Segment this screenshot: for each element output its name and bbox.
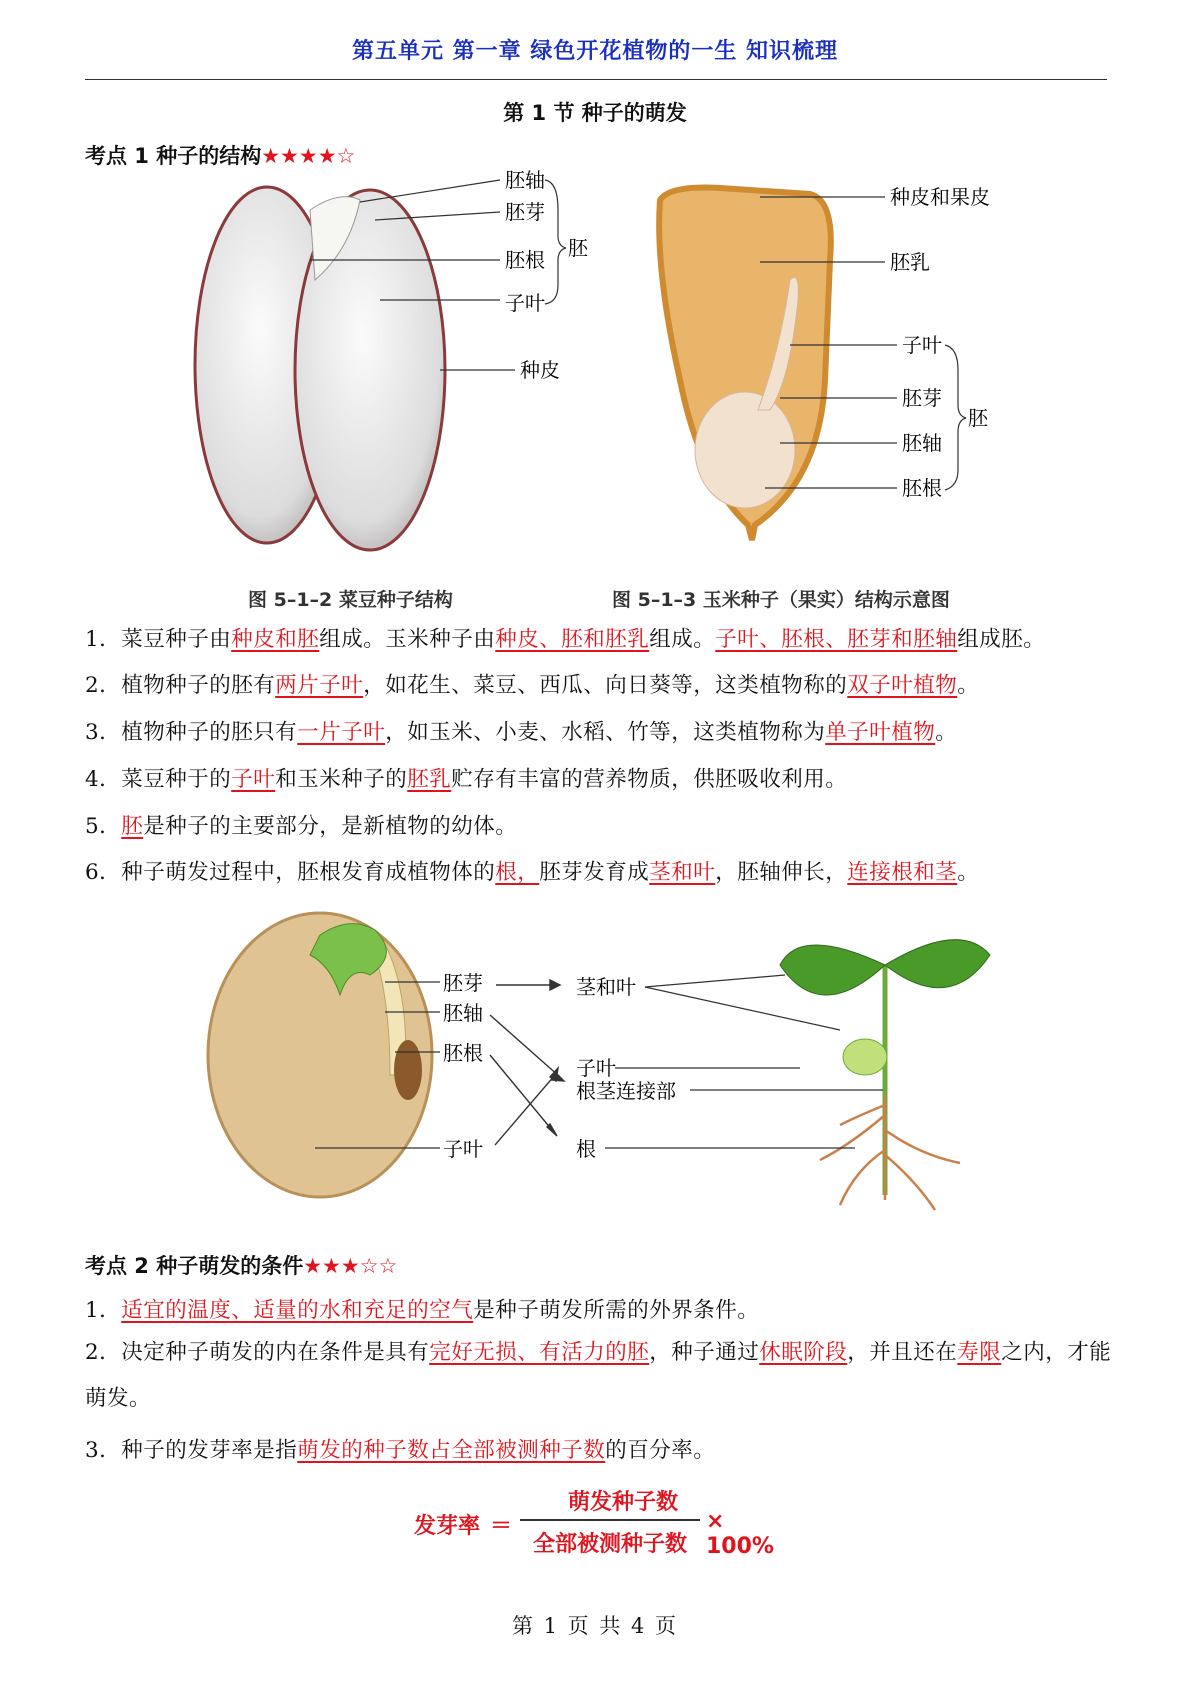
point-1-3: 3．植物种子的胚只有一片子叶，如玉米、小麦、水稻、竹等，这类植物称为单子叶植物。 xyxy=(85,720,958,745)
seedling-leaf-left xyxy=(780,945,885,995)
seedling-leaf-right xyxy=(885,940,990,988)
corn-label-radicle: 胚根 xyxy=(902,476,942,500)
germination-rate-formula xyxy=(410,1485,790,1575)
point-2-2: 2．决定种子萌发的内在条件是具有完好无损、有活力的胚，种子通过休眠阶段，并且还在寿限之内，才能萌发。 xyxy=(85,1340,1112,1411)
dev-label-root: 根 xyxy=(576,1137,596,1161)
corn-seed-figure xyxy=(640,180,1030,560)
bean-label-radicle: 胚根 xyxy=(505,248,545,272)
dev-label-radicle: 胚根 xyxy=(443,1041,483,1065)
bean-figure-caption: 图 5–1–2 菜豆种子结构 xyxy=(248,589,453,611)
corn-label-embryo: 胚 xyxy=(968,406,988,430)
dev-label-stem-leaf: 茎和叶 xyxy=(576,975,636,999)
point-1-1: 1．菜豆种子由种皮和胚组成。玉米种子由种皮、胚和胚乳组成。子叶、胚根、胚芽和胚轴组成胚。 xyxy=(85,627,1046,652)
formula-equals: ＝ xyxy=(490,1514,513,1539)
seedling-cotyledon xyxy=(843,1039,887,1075)
point-1-6: 6．种子萌发过程中，胚根发育成植物体的根，胚芽发育成茎和叶，胚轴伸长，连接根和茎。 xyxy=(85,860,980,885)
corn-label-plumule: 胚芽 xyxy=(902,386,942,410)
section-title: 第 1 节 种子的萌发 xyxy=(503,101,687,125)
point-1-4: 4．菜豆种于的子叶和玉米种子的胚乳贮存有丰富的营养物质，供胚吸收利用。 xyxy=(85,767,848,792)
bean-seed-figure xyxy=(150,170,620,570)
page-footer: 第 1 页 共 4 页 xyxy=(511,1614,679,1638)
corn-embryo xyxy=(695,392,795,508)
corn-figure-caption: 图 5–1–3 玉米种子（果实）结构示意图 xyxy=(612,589,950,611)
seed-development-figure xyxy=(200,905,1000,1215)
header-divider xyxy=(85,79,1107,80)
formula-numerator: 萌发种子数 xyxy=(567,1490,678,1515)
point-1-2: 2．植物种子的胚有两片子叶，如花生、菜豆、西瓜、向日葵等，这类植物称的双子叶植物。 xyxy=(85,673,980,698)
dev-label-junction: 根茎连接部 xyxy=(576,1079,676,1103)
formula-lhs: 发芽率 xyxy=(414,1514,481,1539)
page-header: 第五单元 第一章 绿色开花植物的一生 知识梳理 xyxy=(352,39,838,64)
bean-label-cotyledon: 子叶 xyxy=(505,291,545,315)
kp2-title: 考点 2 种子萌发的条件 xyxy=(85,1254,304,1278)
point-1-5: 5．胚是种子的主要部分，是新植物的幼体。 xyxy=(85,814,518,839)
bean-label-plumule: 胚芽 xyxy=(505,200,545,224)
kp1-title: 考点 1 种子的结构 xyxy=(85,144,262,168)
formula-denominator: 全部被测种子数 xyxy=(532,1532,687,1557)
formula-times: × 100% xyxy=(706,1509,774,1559)
point-2-1: 1．适宜的温度、适量的水和充足的空气是种子萌发所需的外界条件。 xyxy=(85,1298,760,1323)
kp1-heading xyxy=(85,140,355,170)
corn-label-cotyledon: 子叶 xyxy=(902,333,942,357)
corn-label-endosperm: 胚乳 xyxy=(890,250,930,274)
corn-label-hypocotyl: 胚轴 xyxy=(902,431,942,455)
dev-label-right-cotyledon: 子叶 xyxy=(576,1056,616,1080)
bean-label-embryo: 胚 xyxy=(568,236,588,260)
dev-label-cotyledon: 子叶 xyxy=(443,1137,483,1161)
dev-label-hypocotyl: 胚轴 xyxy=(443,1001,483,1025)
kp2-heading xyxy=(85,1250,397,1280)
point-2-3: 3．种子的发芽率是指萌发的种子数占全部被测种子数的百分率。 xyxy=(85,1438,716,1463)
bean-label-seed-coat: 种皮 xyxy=(520,358,560,382)
formula-fraction-bar xyxy=(520,1519,700,1521)
corn-label-coat: 种皮和果皮 xyxy=(890,185,990,209)
seedling-roots xyxy=(820,1095,960,1210)
dev-label-plumule: 胚芽 xyxy=(443,971,483,995)
dev-radicle-shape xyxy=(394,1040,422,1100)
kp2-stars: ★★★☆☆ xyxy=(303,1254,398,1278)
bean-label-hypocotyl: 胚轴 xyxy=(505,170,545,192)
kp1-stars: ★★★★☆ xyxy=(261,144,356,168)
